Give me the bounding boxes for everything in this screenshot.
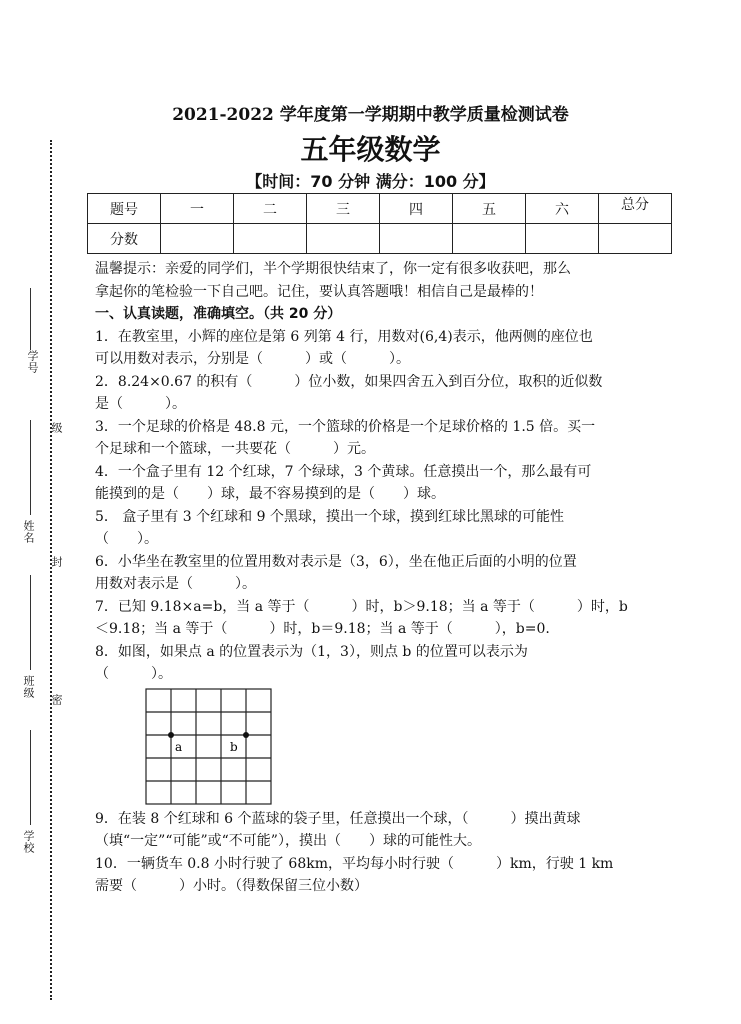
exam-title: 2021-2022 学年度第一学期期中教学质量检测试卷 (172, 105, 569, 125)
score-cell: 四 (380, 194, 453, 224)
question-line: 10．一辆货车 0.8 小时行驶了 68km，平均每小时行驶（ ）km，行驶 1 km (95, 855, 614, 872)
tip-line: 温馨提示：亲爱的同学们，半个学期很快结束了，你一定有很多收获吧，那么 (95, 261, 571, 277)
score-cell (526, 224, 599, 254)
side-label-seal: 封 (50, 556, 63, 568)
question-line: 可以用数对表示，分别是（ ）或（ ）。 (95, 351, 410, 367)
question-line: （填“一定”“可能”或“不可能”），摸出（ ）球的可能性大。 (95, 833, 481, 849)
question-line: 7．已知 9.18×a=b，当 a 等于（ ）时，b＞9.18；当 a 等于（ ）时，b (95, 598, 628, 615)
question-line: 8．如图，如果点 a 的位置表示为（1，3），则点 b 的位置可以表示为 (95, 643, 528, 660)
question-line: 1．在教室里，小辉的座位是第 6 列第 4 行，用数对(6,4)表示，他两侧的座位也 (95, 328, 593, 345)
position-grid (145, 688, 273, 806)
point-a-label: a (175, 739, 183, 754)
binding-dotted-line (50, 140, 52, 1000)
exam-content (95, 258, 655, 898)
class-line (30, 575, 31, 670)
point-b-label: b (230, 739, 238, 754)
side-label-grade: 级 (50, 422, 63, 434)
position-grid-figure (95, 686, 655, 808)
score-cell: 总分 (599, 194, 672, 224)
score-table-header-row (88, 194, 672, 224)
question-line: 2．8.24×0.67 的积有（ ）位小数，如果四舍五入到百分位，取积的近似数 (95, 373, 603, 390)
score-table-score-row (88, 224, 672, 254)
question-line: 个足球和一个篮球，一共要花（ ）元。 (95, 441, 375, 457)
student-id-line (30, 288, 31, 350)
exam-info: 【时间：70 分钟 满分：100 分】 (246, 172, 495, 191)
question-line: ＜9.18；当 a 等于（ ）时，b＝9.18；当 a 等于（ ），b=0. (95, 621, 550, 637)
section-heading: 一、认真读题，准确填空。（共 20 分） (95, 306, 342, 322)
score-cell: 五 (453, 194, 526, 224)
score-cell: 一 (161, 194, 234, 224)
question-line: 用数对表示是（ ）。 (95, 576, 256, 592)
side-label-class: 班级 (22, 675, 35, 699)
score-table (87, 193, 672, 254)
score-cell: 二 (234, 194, 307, 224)
tip-line: 拿起你的笔检验一下自己吧。记住，要认真答题哦！相信自己是最棒的！ (95, 283, 543, 300)
name-line (30, 420, 31, 515)
point-a-dot (168, 732, 174, 738)
score-cell (234, 224, 307, 254)
school-line (30, 730, 31, 825)
question-line: 需要（ ）小时。（得数保留三位小数） (95, 878, 368, 894)
question-line: 6．小华坐在教室里的位置用数对表示是（3，6），坐在他正后面的小明的位置 (95, 553, 577, 570)
side-label-name: 姓名 (22, 520, 35, 544)
score-cell (380, 224, 453, 254)
side-label-student-id: 学号 (26, 350, 39, 374)
score-cell (453, 224, 526, 254)
question-line: （ ）。 (95, 531, 158, 547)
score-cell: 三 (307, 194, 380, 224)
score-cell: 六 (526, 194, 599, 224)
question-line: 是（ ）。 (95, 396, 186, 412)
score-cell (161, 224, 234, 254)
point-b-dot (243, 732, 249, 738)
question-line: （ ）。 (95, 666, 172, 682)
side-label-school: 学校 (22, 830, 35, 854)
question-line: 5． 盒子里有 3 个红球和 9 个黑球，摸出一个球，摸到红球比黑球的可能性 (95, 508, 564, 525)
score-cell: 分数 (88, 224, 161, 254)
side-label-secret: 密 (50, 694, 63, 706)
score-cell (307, 224, 380, 254)
question-line: 4．一个盒子里有 12 个红球，7 个绿球，3 个黄球。任意摸出一个，那么最有可 (95, 463, 592, 480)
subject-title: 五年级数学 (300, 133, 441, 166)
score-cell (599, 224, 672, 254)
question-line: 3．一个足球的价格是 48.8 元，一个篮球的价格是一个足球价格的 1.5 倍。买一 (95, 418, 596, 435)
question-line: 能摸到的是（ ）球，最不容易摸到的是（ ）球。 (95, 486, 445, 502)
score-cell: 题号 (88, 194, 161, 224)
question-line: 9．在装 8 个红球和 6 个蓝球的袋子里，任意摸出一个球，（ ）摸出黄球 (95, 810, 581, 827)
